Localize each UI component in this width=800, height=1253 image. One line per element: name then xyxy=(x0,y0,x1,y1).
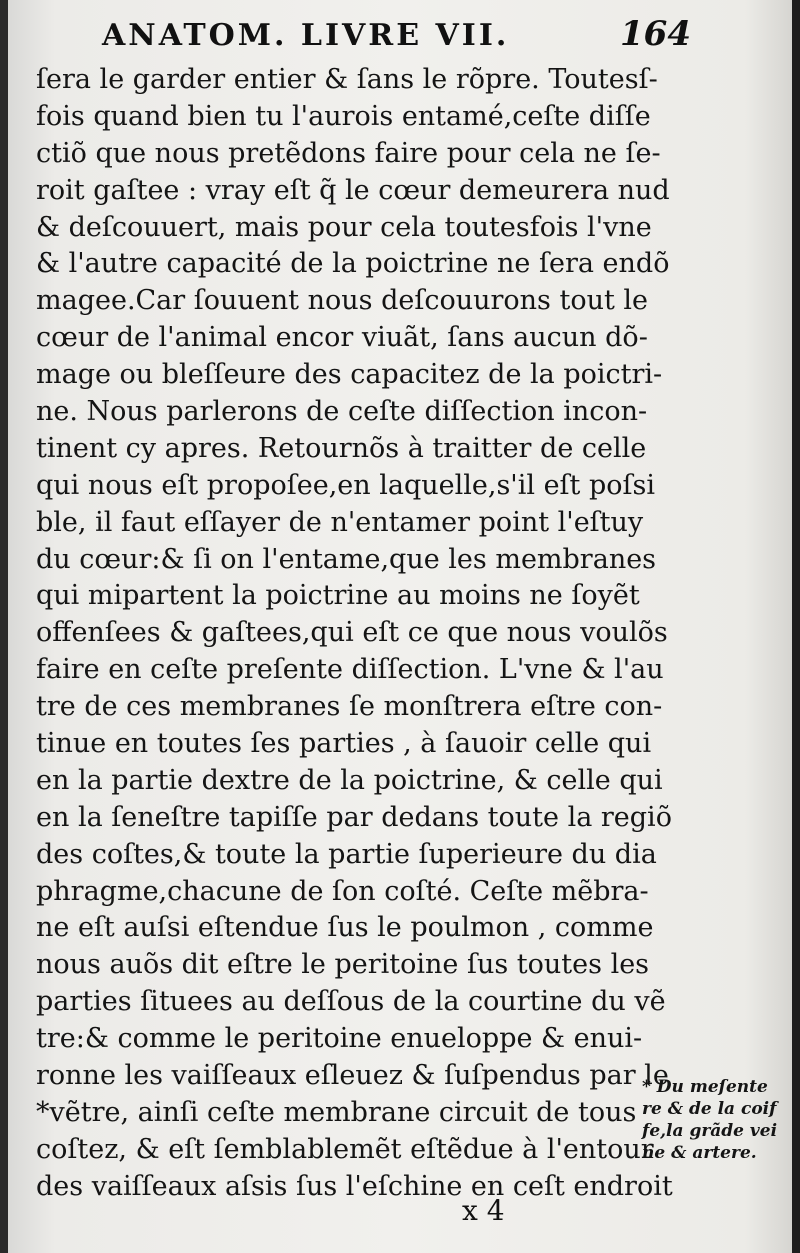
text-line: roit gaſtee : vray eſt q̃ le cœur demeurera nud xyxy=(36,174,670,206)
text-line: & l'autre capacité de la poictrine ne ſera endõ xyxy=(36,248,670,280)
margin-note-line: ne & artere. xyxy=(642,1143,757,1163)
text-line: mage ou bleſſeure des capacitez de la poictri- xyxy=(36,359,663,391)
text-line: coſtez, & eſt ſemblablemẽt eſtẽdue à l'entour xyxy=(36,1133,654,1165)
text-line: des coſtes,& toute la partie ſuperieure du dia xyxy=(36,838,657,870)
page-number: 164 xyxy=(620,14,691,54)
text-line: qui nous eſt propoſee,en laquelle,s'il eſt poſsi xyxy=(36,469,656,501)
text-line: qui mipartent la poictrine au moins ne ſoyẽt xyxy=(36,580,640,612)
text-line: phragme,chacune de ſon coſté. Ceſte mẽbra- xyxy=(36,875,649,907)
page-edge xyxy=(792,0,800,1253)
text-line: faire en ceſte preſente diſſection. L'vne & l'au xyxy=(36,654,664,686)
book-page xyxy=(8,0,792,1253)
text-line: cœur de l'animal encor viuãt, ſans aucun dõ- xyxy=(36,322,648,354)
text-line: ronne les vaiſſeaux eſleuez & ſuſpendus par le xyxy=(36,1060,669,1092)
text-line: ne. Nous parlerons de ceſte diſſection incon- xyxy=(36,396,648,428)
body-text xyxy=(36,62,673,1206)
margin-note-line: fe,la grãde vei xyxy=(642,1121,778,1141)
text-line: en la partie dextre de la poictrine, & celle qui xyxy=(36,764,663,796)
running-head: ANATOM. LIVRE VII. xyxy=(102,18,510,53)
text-line: ſera le garder entier & ſans le rõpre. Toutesſ- xyxy=(36,64,658,95)
text-line: tre:& comme le peritoine enueloppe & enui- xyxy=(36,1023,643,1055)
text-line: des vaiſſeaux aſsis ſus l'eſchine en ceſt endroit xyxy=(36,1170,673,1202)
text-line: en la ſeneſtre tapiſſe par dedans toute la regiõ xyxy=(36,801,672,833)
text-line: ne eſt auſsi eſtendue ſus le poulmon , comme xyxy=(36,912,654,944)
page-header xyxy=(8,14,792,56)
margin-note-line: re & de la coif xyxy=(642,1099,777,1119)
text-line: *vẽtre, ainſi ceſte membrane circuit de tous xyxy=(36,1096,637,1128)
text-line: du cœur:& ſi on l'entame,que les membranes xyxy=(36,543,657,575)
text-line: ble, il faut eſſayer de n'entamer point l'eſtuy xyxy=(36,506,644,538)
text-line: & deſcouuert, mais pour cela toutesfois l'vne xyxy=(36,211,652,243)
text-line: tinue en toutes ſes parties , à ſauoir celle qui xyxy=(36,728,652,760)
text-line: nous auõs dit eſtre le peritoine ſus toutes les xyxy=(36,949,650,981)
text-line: ctiõ que nous pretẽdons faire pour cela ne ſe- xyxy=(36,137,661,169)
margin-note xyxy=(642,1076,792,1164)
text-line: magee.Car ſouuent nous deſcouurons tout le xyxy=(36,285,649,317)
text-line: tre de ces membranes ſe monſtrera eſtre con- xyxy=(36,691,663,723)
text-line: tinent cy apres. Retournõs à traitter de celle xyxy=(36,432,647,464)
margin-note-line: * Du meſente xyxy=(642,1077,768,1097)
signature-mark: x 4 xyxy=(462,1194,505,1227)
text-line: parties ſituees au deſſous de la courtine du vẽ xyxy=(36,986,666,1018)
text-line: offenſees & gaſtees,qui eſt ce que nous voulõs xyxy=(36,617,668,649)
text-line: fois quand bien tu l'aurois entamé,ceſte diſſe xyxy=(36,100,651,132)
